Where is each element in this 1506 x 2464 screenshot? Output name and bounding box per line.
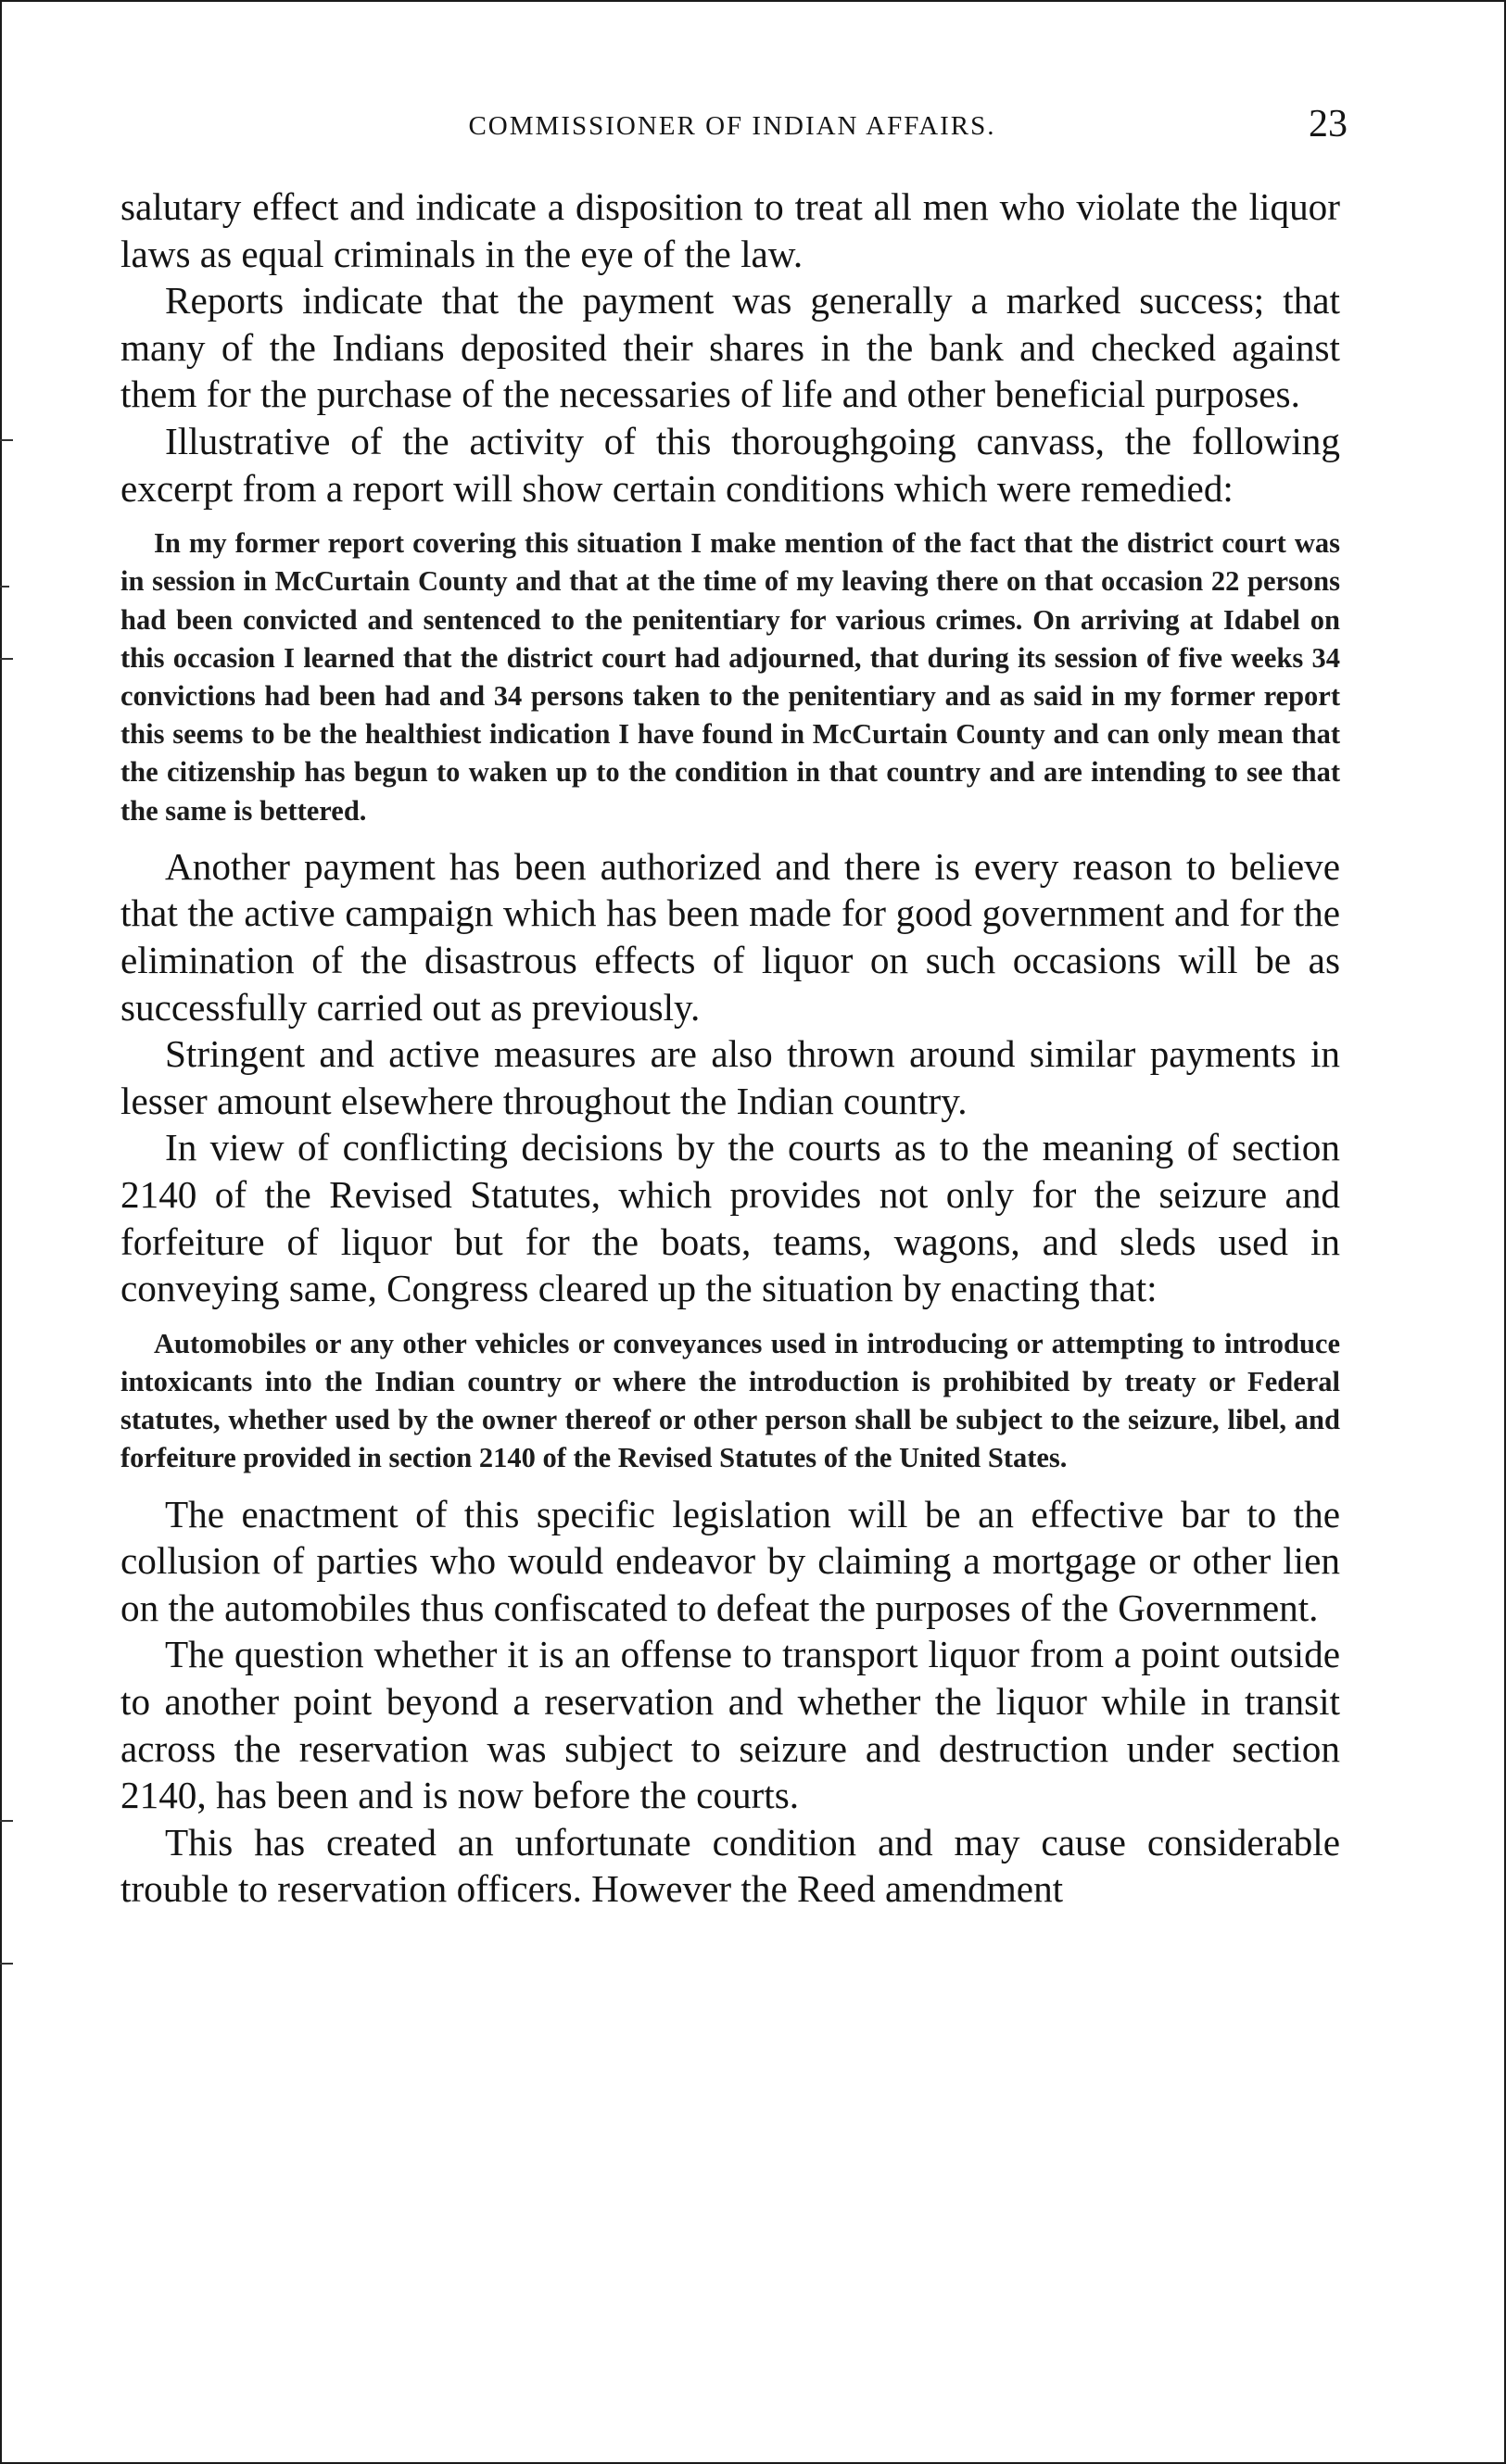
paragraph-4: Another payment has been authorized and there is every reason to believe that the active campaign which has been made for good government and for the elimination of the disastrous effects of liquor on such occasions will be as successfully carried out as previously. bbox=[120, 844, 1340, 1029]
block-quote-statute: Automobiles or any other vehicles or conveyances used in introducing or attempting to introduce intoxicants into the Indian country or where the introduction is prohibited by treaty or Federal statutes, whether used by the owner thereof or other person shall be subject to the seizure, libel, and forfeiture provided in section 2140 of the Revised Statutes of the United States. bbox=[120, 1327, 1340, 1474]
running-head: COMMISSIONER OF INDIAN AFFAIRS. bbox=[468, 111, 996, 141]
paragraph-7: The enactment of this specific legislation will be an effective bar to the collusion of parties who would endeavor by claiming a mortgage or other lien on the automobiles thus confiscated to defeat the purposes of the Government. bbox=[120, 1492, 1340, 1629]
margin-mark bbox=[0, 586, 9, 588]
paragraph-6: In view of conflicting decisions by the courts as to the meaning of section 2140 of the Revised Statutes, which provides not only for the seizure and forfeiture of liquor but for the boats, teams, wagons, and sleds used in conveying same, Congress cleared up the situation by enacting that: bbox=[120, 1126, 1340, 1310]
paragraph-1: salutary effect and indicate a disposition to treat all men who violate the liquor laws as equal criminals in the eye of the law. bbox=[120, 185, 1340, 275]
page-header bbox=[120, 103, 1348, 150]
block-quote-report: In my former report covering this situation I make mention of the fact that the district court was in session in McCurtain County and that at the time of my leaving there on that occasion 22 persons had been convicted and sentenced to the penitentiary for various crimes. On arriving at Idabel on this occasion I learned that the district court had adjourned, that during its session of five weeks 34 convictions had been had and 34 persons taken to the penitentiary and as said in my former report this seems to be the healthiest indication I have found in McCurtain County and can only mean that the citizenship has begun to waken up to the condition in that country and are intending to see that the same is bettered. bbox=[120, 527, 1340, 827]
margin-mark bbox=[0, 658, 13, 660]
paragraph-3: Illustrative of the activity of this thoroughgoing canvass, the following excerpt from a report will show certain conditions which were remedied: bbox=[120, 419, 1340, 510]
margin-mark bbox=[0, 1963, 13, 1965]
page-number: 23 bbox=[1309, 103, 1348, 145]
paragraph-5: Stringent and active measures are also thrown around similar payments in lesser amount elsewhere throughout the Indian country. bbox=[120, 1032, 1340, 1122]
paragraph-8: The question whether it is an offense to transport liquor from a point outside to another point beyond a reservation and whether the liquor while in transit across the reservation was subject to seizure and destruction under section 2140, has been and is now before the courts. bbox=[120, 1633, 1340, 1817]
margin-mark bbox=[0, 1820, 13, 1822]
paragraph-2: Reports indicate that the payment was generally a marked success; that many of the Indians deposited their shares in the bank and checked against them for the purchase of the necessaries of life and other beneficial purposes. bbox=[120, 279, 1340, 416]
margin-mark bbox=[0, 439, 13, 441]
body-text bbox=[120, 183, 1340, 1913]
paragraph-9: This has created an unfortunate condition and may cause considerable trouble to reservation officers. However the Reed amendment bbox=[120, 1820, 1340, 1911]
